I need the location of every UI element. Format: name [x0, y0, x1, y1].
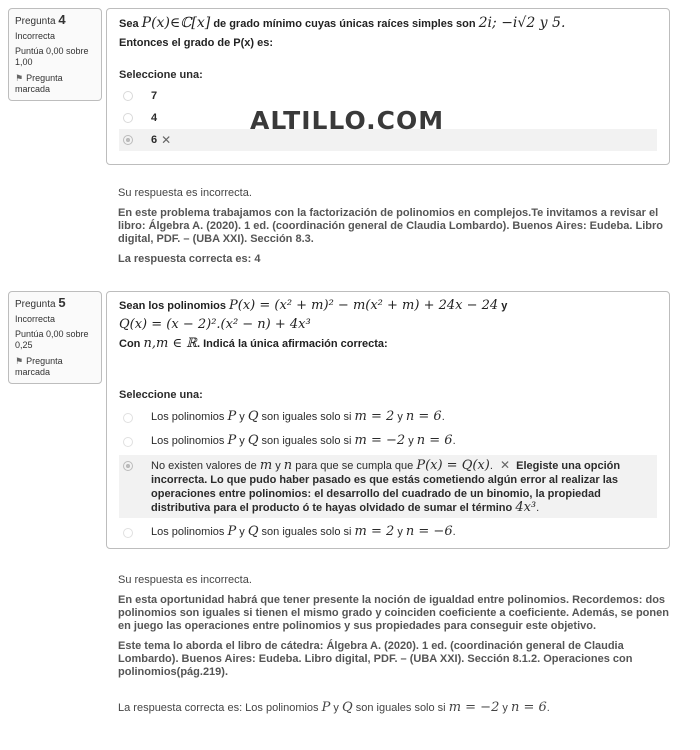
question-status: Incorrecta: [15, 314, 56, 324]
radio-button[interactable]: [123, 113, 133, 123]
question-5-info: [8, 291, 102, 384]
question-5-box: [106, 291, 670, 549]
flag-question-link[interactable]: ⚑ Pregunta marcada: [15, 73, 63, 94]
feedback-result: Su respuesta es incorrecta.: [118, 574, 252, 586]
radio-button[interactable]: [123, 413, 133, 423]
question-text: Sea P(x)∈ℂ[x] de grado mínimo cuyas únicas raíces simples son 2i; −i√2 y 5.: [119, 15, 566, 31]
flag-icon: ⚑: [15, 356, 24, 366]
question-text-line2: Q(x) = (x − 2)².(x² − n) + 4x³: [119, 317, 311, 332]
radio-button-checked[interactable]: [123, 461, 133, 471]
question-status: Incorrecta: [15, 31, 56, 41]
feedback-body: En esta oportunidad habrá que tener presente la noción de igualdad entre polinomios. Recordemos: dos polinomios son iguales si tienen el mismo grado y coinciden coeficiente a coeficiente. Además, se ponen en juego las operaciones entre polinomios y sus propiedades para conseguir este objetivo.: [118, 594, 669, 632]
question-text-line3: Con n,m ∈ ℝ. Indicá la única afirmación correcta:: [119, 336, 388, 351]
incorrect-icon: ✕: [499, 458, 511, 472]
incorrect-icon: ✕: [161, 133, 172, 147]
radio-button[interactable]: [123, 437, 133, 447]
option-d[interactable]: Los polinomios P y Q son iguales solo si m = 2 y n = −6.: [119, 522, 657, 542]
correct-answer: La respuesta correcta es: Los polinomios P y Q son iguales solo si m = −2 y n = 6.: [118, 700, 550, 715]
question-number: Pregunta 4: [15, 12, 66, 27]
question-points: Puntúa 0,00 sobre 1,00: [15, 46, 89, 67]
feedback-result: Su respuesta es incorrecta.: [118, 187, 252, 199]
flag-question-link[interactable]: ⚑ Pregunta marcada: [15, 356, 63, 377]
question-4-box: [106, 8, 670, 165]
question-4-feedback: [118, 187, 678, 273]
option-c-selected[interactable]: No existen valores de m y n para que se cumpla que P(x) = Q(x). ✕ Elegiste una opción incorrecta. Lo que pudo haber pasado es que estás cometiendo algún error al realizar las operaciones entre polinomios: el desarrollo del cuadrado de un binomio, la propiedad distributiva para el producto ó te hayas olvidado de sumar el término 4x³.: [119, 455, 657, 518]
correct-answer: La respuesta correcta es: 4: [118, 253, 261, 265]
option-b[interactable]: Los polinomios P y Q son iguales solo si m = −2 y n = 6.: [119, 431, 657, 451]
feedback-reference: Este tema lo aborda el libro de cátedra: Álgebra A. (2020). 1 ed. (coordinación general de Claudia Lombardo). Buenos Aires: Eudeba. Libro digital, PDF. – (UBA XXI). Sección 8.1.2. Operaciones con polinomios(pág.219).: [118, 640, 633, 678]
option-4[interactable]: 4: [119, 107, 657, 129]
question-5-feedback: [118, 574, 678, 722]
question-points: Puntúa 0,00 sobre 0,25: [15, 329, 89, 350]
question-number: Pregunta 5: [15, 295, 66, 310]
question-4-info: [8, 8, 102, 101]
option-6-selected[interactable]: 6 ✕: [119, 129, 657, 151]
watermark: ALTILLO.COM: [250, 106, 445, 135]
radio-button-checked[interactable]: [123, 135, 133, 145]
feedback-body: En este problema trabajamos con la factorización de polinomios en complejos.Te invitamos a revisar el libro: Álgebra A. (2020). 1 ed. (coordinación general de Claudia Lombardo). Buenos Aires: Eudeba. Libro digital, PDF. – (UBA XXI). Sección 8.3.: [118, 207, 663, 245]
option-7[interactable]: 7: [119, 85, 657, 107]
option-feedback: Elegiste una opción incorrecta. Lo que pudo haber pasado es que estás cometiendo algún error al realizar las operaciones entre polinomios: el desarrollo del cuadrado de un binomio, la propiedad distributiva para el producto ó te hayas olvidado de sumar el término: [151, 460, 621, 514]
flag-icon: ⚑: [15, 73, 24, 83]
select-prompt: Seleccione una:: [119, 389, 203, 401]
radio-button[interactable]: [123, 91, 133, 101]
radio-button[interactable]: [123, 528, 133, 538]
question-text-line2: Entonces el grado de P(x) es:: [119, 37, 274, 49]
question-text: Sean los polinomios P(x) = (x² + m)² − m(x² + m) + 24x − 24 y: [119, 298, 508, 313]
select-prompt: Seleccione una:: [119, 69, 203, 81]
option-a[interactable]: Los polinomios P y Q son iguales solo si m = 2 y n = 6.: [119, 407, 657, 427]
